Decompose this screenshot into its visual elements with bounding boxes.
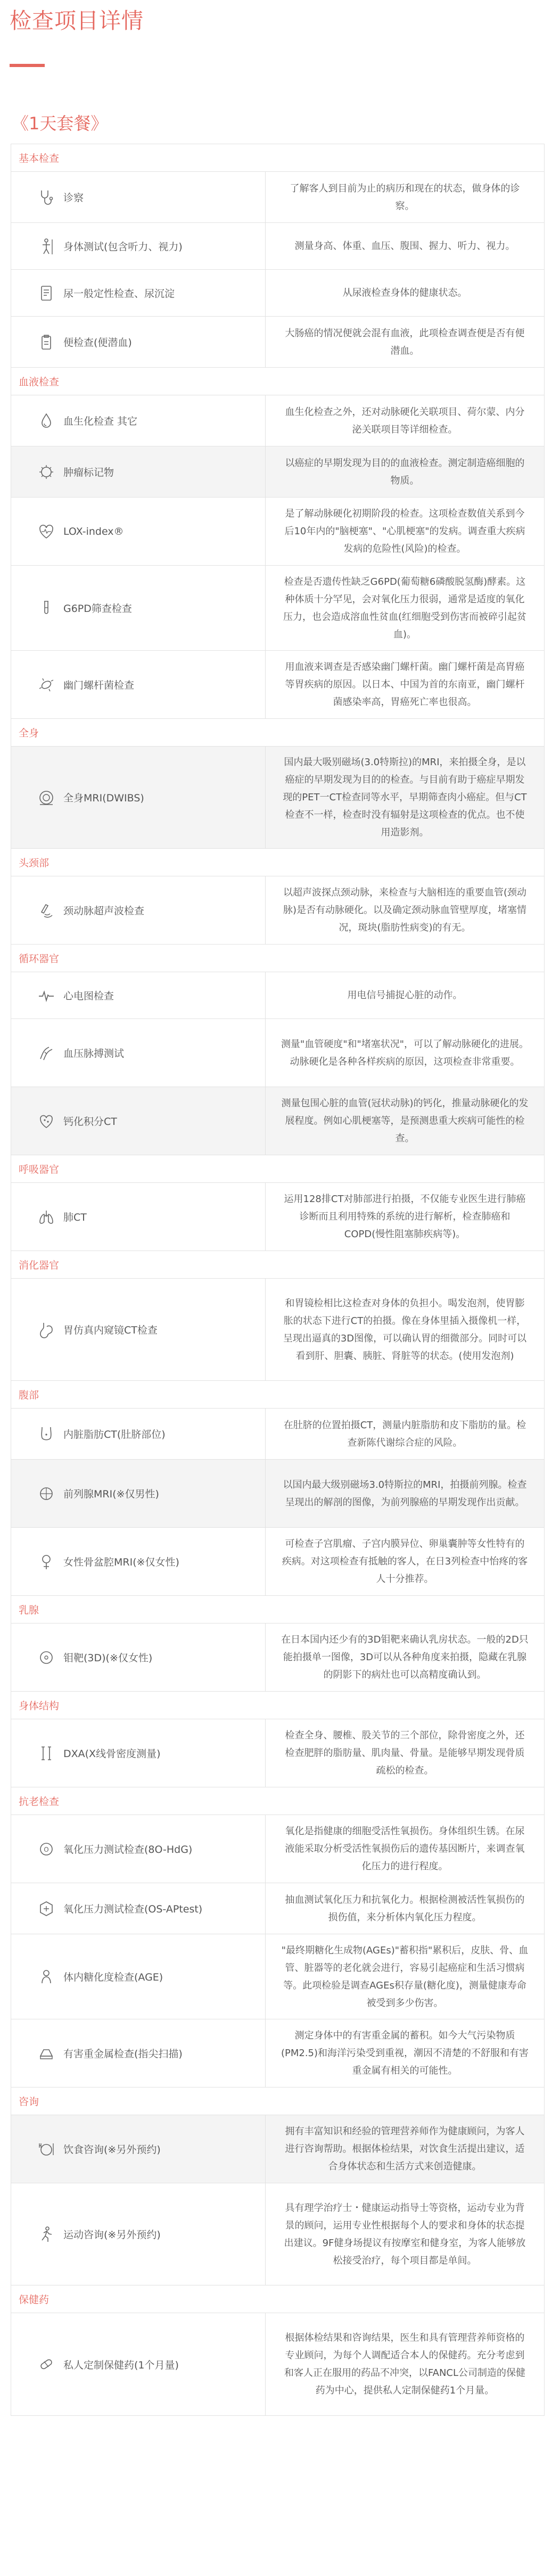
exam-row <box>11 1719 544 1787</box>
exam-row <box>11 972 544 1019</box>
exam-description: 测量身高、体重、血压、腹围、握力、听力、视力。 <box>294 241 515 252</box>
exam-description: 测定身体中的有害重金属的蓄积。如今大气污染物质(PM2.5)和海洋污染受到重视，潮因不清楚的不舒服和有害重金属有相关的可能性。 <box>281 2030 529 2076</box>
section-heading: 咨询 <box>11 2088 544 2115</box>
section-heading: 腹部 <box>11 1381 544 1409</box>
exam-row <box>11 1087 544 1155</box>
stethoscope-icon <box>37 188 56 207</box>
exam-name: 钙化积分CT <box>63 1116 117 1128</box>
exam-name: 钼靶(3D)(※仅女性) <box>63 1652 153 1664</box>
exam-row <box>11 223 544 270</box>
exam-name-cell <box>11 1719 266 1787</box>
exam-name-cell <box>11 1279 266 1380</box>
exam-name: 氧化压力测试检查(8O-HdG) <box>63 1844 193 1856</box>
exam-name: 女性骨盆腔MRI(※仅女性) <box>63 1556 179 1568</box>
exam-name: DXA(X线骨密度测量) <box>63 1748 161 1760</box>
exercise-icon <box>37 2225 56 2244</box>
ultrasound-icon <box>37 901 56 920</box>
header <box>0 0 552 93</box>
exam-name-cell <box>11 223 266 269</box>
exam-name-cell <box>11 1183 266 1250</box>
exam-row <box>11 2313 544 2415</box>
exam-description: 大肠癌的情况便就会混有血液，此项检查调查便是否有便潜血。 <box>285 327 525 357</box>
exam-name: 运动咨询(※另外预约) <box>63 2229 161 2241</box>
exam-name-cell <box>11 1019 266 1087</box>
section-heading: 乳腺 <box>11 1596 544 1624</box>
exam-name-cell <box>11 1409 266 1459</box>
exam-row <box>11 1183 544 1251</box>
body-measure-icon <box>37 237 56 256</box>
exam-description: 是了解动脉硬化初期阶段的检查。这项检查数值关系到今后10年内的"脑梗塞"、"心肌梗塞"的发病。调查重大疾病发病的危险性(风险)的检查。 <box>284 508 525 554</box>
section-heading: 身体结构 <box>11 1692 544 1719</box>
metal-icon <box>37 2044 56 2063</box>
exam-description: 以超声波探点颈动脉，来检查与大脑相连的重要血管(颈动脉)是否有动脉硬化。以及确定颈动脉血管壁厚度，堵塞情况，斑块(脂肪性病变)的有无。 <box>283 887 527 933</box>
exam-description: 测量包围心脏的血管(冠状动脉)的钙化，推量动脉硬化的发展程度。例如心肌梗塞等，是预测患重大疾病可能性的检查。 <box>281 1098 529 1144</box>
exam-row <box>11 395 544 446</box>
exam-name-cell <box>11 2019 266 2087</box>
exam-name-cell <box>11 1460 266 1527</box>
exam-row <box>11 1624 544 1692</box>
exam-row <box>11 651 544 719</box>
exam-name: 有害重金属检查(指尖扫描) <box>63 2048 183 2060</box>
exam-name: 便检查(便潜血) <box>63 337 132 349</box>
exam-name: 肿瘤标记物 <box>63 467 114 478</box>
exam-name-cell <box>11 2183 266 2285</box>
exam-row <box>11 172 544 223</box>
exam-row <box>11 1409 544 1460</box>
exam-row <box>11 317 544 368</box>
exam-name-cell <box>11 566 266 650</box>
exam-name: LOX-index® <box>63 525 124 537</box>
stool-icon <box>37 333 56 352</box>
exam-row <box>11 1883 544 1934</box>
exam-row <box>11 1019 544 1087</box>
svg-text:O: O <box>44 1845 49 1853</box>
nutrition-icon <box>37 2140 56 2159</box>
exam-row <box>11 876 544 945</box>
exam-description: 拥有丰富知识和经验的管理营养师作为健康顾问，为客人进行咨询帮助。根据体检结果，对饮食生活提出建议，适合身体状态和生活方式来创造健康。 <box>285 2126 525 2172</box>
oxidative-icon <box>37 1840 56 1859</box>
section-heading: 循环器官 <box>11 945 544 972</box>
exam-table <box>11 144 545 2416</box>
exam-name: 体内糖化度检查(AGE) <box>63 1972 163 1983</box>
section-heading: 基本检查 <box>11 144 544 172</box>
exam-description: 用电信号捕捉心脏的动作。 <box>347 990 463 1001</box>
exam-name-cell <box>11 1528 266 1595</box>
exam-name-cell <box>11 1815 266 1883</box>
age-icon <box>37 1967 56 1986</box>
exam-name-cell <box>11 972 266 1018</box>
exam-name-cell <box>11 395 266 446</box>
exam-name: G6PD筛查检查 <box>63 603 132 615</box>
exam-name-cell <box>11 446 266 497</box>
exam-row <box>11 1528 544 1596</box>
exam-name-cell <box>11 1087 266 1155</box>
exam-description: 国内最大吸别磁场(3.0特斯拉)的MRI，来拍摄全身，是以癌症的早期发现为目的的检查。与目前有助于癌症早期发现的PET一CT检查同等水平，早期筛查肉小癌症。但与CT检查不一样，检查时没有辐射是这项检查的优点。也不使用造影剂。 <box>283 757 527 838</box>
blood-drop-icon <box>37 411 56 430</box>
exam-row <box>11 2183 544 2285</box>
exam-name-cell <box>11 498 266 565</box>
female-icon <box>37 1552 56 1571</box>
section-heading: 全身 <box>11 719 544 747</box>
exam-description: 氧化是指健康的细胞受活性氧损伤。身体组织生锈。在尿液能采取分析受活性氧损伤后的遗传基因断片，来调查氧化压力的进行程度。 <box>285 1826 525 1872</box>
exam-name: 颈动脉超声波检查 <box>63 905 145 917</box>
exam-description: 测量"血管硬度"和"堵塞状况"，可以了解动脉硬化的进展。动脉硬化是各种各样疾病的原因，这项检查非常重要。 <box>281 1038 529 1067</box>
exam-name-cell <box>11 2115 266 2183</box>
exam-row <box>11 446 544 498</box>
exam-row <box>11 1460 544 1528</box>
exam-name: 胃仿真内窥镜CT检查 <box>63 1324 158 1336</box>
exam-name-cell <box>11 1883 266 1934</box>
section-heading: 血液检查 <box>11 368 544 395</box>
section-heading: 消化器官 <box>11 1251 544 1279</box>
exam-name-cell <box>11 651 266 718</box>
exam-name: 全身MRI(DWIBS) <box>63 792 144 804</box>
exam-name: 尿一般定性检查、尿沉淀 <box>63 288 175 300</box>
exam-name-cell <box>11 270 266 316</box>
exam-name: 肺CT <box>63 1212 87 1223</box>
exam-description: 抽血测试氧化压力和抗氧化力。根据检测被活性氧损伤的损伤值，来分析体内氧化压力程度。 <box>285 1894 525 1923</box>
ecg-icon <box>37 986 56 1005</box>
abdomen-icon <box>37 1424 56 1444</box>
set-title: 《1天套餐》 <box>12 113 108 134</box>
exam-row <box>11 747 544 849</box>
title-underline <box>10 64 45 67</box>
exam-description: 检查是否遗传性缺乏G6PD(葡萄糖6磷酸脱氢酶)酵素。这种体质十分罕见，会对氧化压力很弱，通常是适度的氧化压力，也会造成溶血性贫血(红细胞受到伤害而被碎引起贫血)。 <box>283 576 527 640</box>
exam-name-cell <box>11 1934 266 2019</box>
section-heading: 呼吸器官 <box>11 1155 544 1183</box>
document-icon <box>37 284 56 303</box>
exam-description: 根据体检结果和咨询结果，医生和具有管理营养师资格的专业顾问，为每个人调配适合本人的保健药。充分考虑到和客人正在服用的药品不冲突，以FANCL公司制造的保健药为中心，提供私人定制保健药1个月量。 <box>284 2332 526 2396</box>
exam-name-cell <box>11 747 266 848</box>
exam-description: 从尿液检查身体的健康状态。 <box>342 287 467 299</box>
heart-pulse-icon <box>37 522 56 541</box>
exam-row <box>11 498 544 566</box>
exam-name: 幽门螺杆菌检查 <box>63 680 135 691</box>
stomach-icon <box>37 1320 56 1339</box>
exam-description: 可检查子宫肌瘤、子宫内膜异位、卵巢囊肿等女性特有的疾病。对这项检查有抵触的客人，在日3列检查中怡疼的客人十分推荐。 <box>282 1538 528 1585</box>
exam-row <box>11 566 544 651</box>
exam-name: 前列腺MRI(※仅男性) <box>63 1488 159 1500</box>
bacteria-icon <box>37 675 56 694</box>
exam-name: 诊察 <box>63 192 84 204</box>
exam-name-cell <box>11 172 266 222</box>
calcium-icon <box>37 1112 56 1131</box>
exam-row <box>11 2115 544 2183</box>
exam-name: 私人定制保健药(1个月量) <box>63 2359 179 2371</box>
exam-name-cell <box>11 1624 266 1691</box>
exam-name-cell <box>11 876 266 944</box>
bone-icon <box>37 1744 56 1763</box>
tumor-marker-icon <box>37 462 56 482</box>
exam-name: 血生化检查 其它 <box>63 416 138 427</box>
exam-row <box>11 1934 544 2019</box>
section-heading: 抗老检查 <box>11 1787 544 1815</box>
exam-description: 血生化检查之外，还对动脉硬化关联项目、荷尔蒙、内分泌关联项目等详细检查。 <box>285 406 525 435</box>
exam-description: 和胃镜检相比这检查对身体的负担小。喝发泡剂，使胃膨胀的状态下进行CT的拍摄。像在身体里插入摄像机一样，呈现出逼真的3D图像，可以确认胃的细微部分。同时可以看到肝、胆囊、胰脏、肾脏等的状态。(使用发泡剂) <box>283 1297 527 1362</box>
exam-name-cell <box>11 2313 266 2415</box>
exam-name: 心电图检查 <box>63 990 114 1002</box>
exam-row <box>11 270 544 317</box>
test-tube-icon <box>37 599 56 618</box>
artery-icon <box>37 1043 56 1063</box>
exam-name-cell <box>11 317 266 367</box>
exam-description: "最终期糖化生成物(AGEs)"蓄积指"累积后，皮肤、骨、血管、脏器等的老化就会进行，容易引起癌症和生活习惯病等。此项检验是调查AGEs积存量(糖化度)，测量健康寿命被受到多少伤害。 <box>281 1944 529 2009</box>
exam-row <box>11 2019 544 2088</box>
exam-name: 内脏脂肪CT(肚脐部位) <box>63 1429 166 1440</box>
exam-row <box>11 1279 544 1381</box>
exam-description: 用血液来调查是否感染幽门螺杆菌。幽门螺杆菌是高胃癌等胃疾病的原因。以日本、中国为首的东南亚，幽门螺杆菌感染率高，胃癌死亡率也很高。 <box>285 661 525 708</box>
exam-description: 以国内最大级别磁场3.0特斯拉的MRI，拍摄前列腺。检查呈现出的解剖的图像，为前列腺癌的早期发现作出贡献。 <box>283 1479 527 1508</box>
section-heading: 头颈部 <box>11 849 544 876</box>
exam-description: 具有理学治疗士・健康运动指导士等资格，运动专业为背景的顾问，运用专业性根据每个人的要求和身体的状态提出建议。9F健身场提议有按摩室和健身室，为客人能够放松接受治疗，每个项目都是单间。 <box>284 2202 526 2266</box>
exam-description: 检查全身、腰椎、股关节的三个部位，除骨密度之外，还检查肥胖的脂肪量、肌肉量、骨量。是能够早期发现骨质疏松的检查。 <box>285 1730 525 1776</box>
lungs-icon <box>37 1207 56 1227</box>
exam-name: 饮食咨询(※另外预约) <box>63 2144 161 2156</box>
exam-row <box>11 1815 544 1883</box>
prostate-icon <box>37 1484 56 1503</box>
antioxidant-icon <box>37 1899 56 1918</box>
exam-description: 在肚脐的位置拍摄CT，测量内脏脂肪和皮下脂肪的量。检查新陈代谢综合症的风险。 <box>283 1419 526 1448</box>
exam-name: 氧化压力测试检查(OS-APtest) <box>63 1903 203 1915</box>
breast-icon <box>37 1648 56 1667</box>
exam-description: 在日本国内还少有的3D钼靶来确认乳房状态。一般的2D只能拍摄单一图像，3D可以从各种角度来拍摄，隐藏在乳腺的阴影下的病灶也可以高精度确认到。 <box>281 1634 529 1680</box>
exam-description: 了解客人到目前为止的病历和现在的状态，做身体的诊察。 <box>290 183 520 212</box>
page-title: 检查项目详情 <box>10 8 144 34</box>
exam-name: 血压脉搏测试 <box>63 1048 125 1059</box>
mri-icon <box>37 788 56 807</box>
exam-description: 运用128排CT对肺部进行拍摄，不仅能专业医生进行肺癌诊断而且利用特殊的系统的进行解析，检查肺癌和COPD(慢性阻塞肺疾病等)。 <box>284 1194 526 1240</box>
exam-name: 身体测试(包含听力、视力) <box>63 241 183 253</box>
medicine-icon <box>37 2355 56 2374</box>
section-heading: 保健药 <box>11 2285 544 2313</box>
exam-description: 以癌症的早期发现为目的的血液检查。测定制造癌细胞的物质。 <box>285 457 525 486</box>
